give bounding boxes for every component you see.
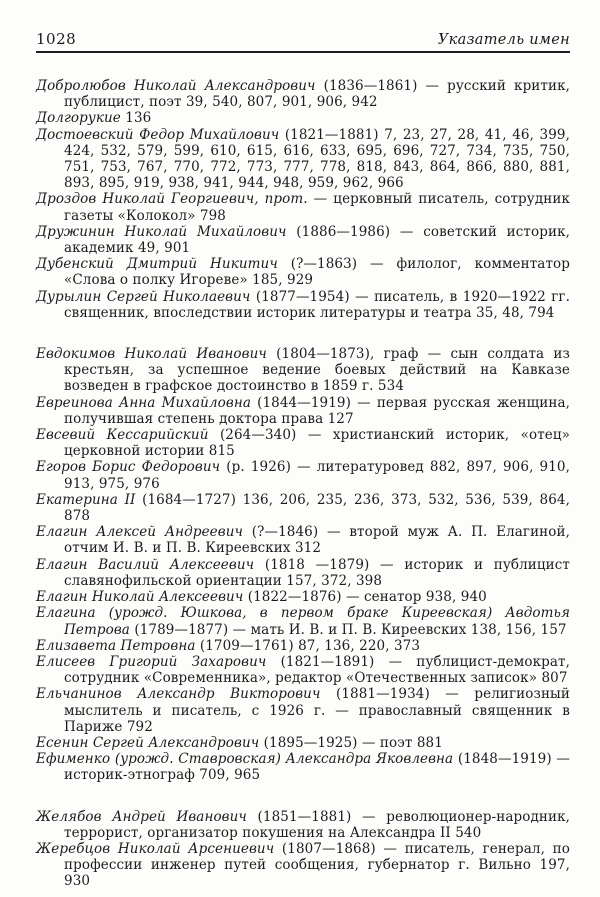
entry-details: (1881—1934) — религиозный мыслитель и писатель, с 1926 г. — православный священник в Париже 792 [64,686,570,735]
running-title: Указатель имен [437,32,570,48]
index-entry [36,605,570,637]
entry-name: Дружинин Николай Михайлович [36,223,287,240]
index-entry [36,127,570,192]
entry-details: (1821—1881) 7, 23, 27, 28, 41, 46, 399, 424, 532, 579, 599, 610, 615, 616, 633, 695, 696, 727, 734, 735, 750, 751, 753, 767, 770, 772, 773, 777, 778, 818, 843, 864, 866, 880, 881, 893, 895, 919, 938, 941, 944, 948, 959, 962, 966 [64,126,570,192]
entry-name: Дурылин Сергей Николаевич [36,288,251,305]
entry-details: (1804—1873), граф — сын солдата из крестьян, за успешное ведение боевых действий на Кавказе возведен в графское достоинство в 1859 г. 534 [64,346,570,395]
entry-details: (1886—1986) — советский историк, академик 49, 901 [64,223,571,257]
index-entry [36,751,570,783]
entry-details: (1836—1861) — русский критик, публицист, поэт 39, 540, 807, 901, 906, 942 [64,78,571,111]
index-entry [36,110,570,126]
entry-details: 136 [120,110,152,127]
entry-details: (264—340) — христианский историк, «отец» церковной истории 815 [64,427,570,460]
index-entry [36,289,570,321]
index-entry [36,686,570,735]
entry-details: (1789—1877) — мать И. В. и П. В. Киреевских 138, 156, 157 [129,621,567,638]
entry-details: (1877—1954) — писатель, в 1920—1922 гг. священник, впоследствии историк литературы и театра 35, 48, 794 [64,288,570,321]
entry-details: (р. 1926) — литературовед 882, 897, 906, 910, 913, 975, 976 [64,459,570,492]
index-entry [36,346,570,395]
entry-name: Елагин Алексей Андреевич [36,524,244,541]
index-entry [36,459,570,491]
entry-name: Достоевский Федор Михайлович [36,126,280,143]
entry-details: (1851—1881) — революционер-народник, террорист, организатор покушения на Александра II 540 [64,808,570,841]
index-entry [36,809,570,841]
entry-details: — церковный писатель, сотрудник газеты «Колокол» 798 [64,191,570,224]
entry-details: (1818 —1879) — историк и публицист славянофильской ориентации 157, 372, 398 [64,556,571,589]
entry-name: Екатерина II [36,491,136,508]
entry-details: (1821—1891) — публицист-демократ, сотрудник «Современника», редактор «Отечественных записок» 807 [64,653,570,687]
index-entry [36,841,570,890]
entry-name: Дроздов Николай Георгиевич, прот. [36,191,308,208]
index-entry [36,524,570,556]
entry-name: Евдокимов Николай Иванович [36,346,267,363]
entry-details: (1895—1925) — поэт 881 [259,734,443,751]
page-header [36,30,570,53]
entry-name: Егоров Борис Федорович [36,459,221,476]
entry-name: Евреинова Анна Михайловна [36,394,251,411]
index-entry [36,224,570,256]
entry-details: (1822—1876) — сенатор 938, 940 [243,589,487,606]
index-entry [36,395,570,427]
entry-name: Евсевий Кессарийский [36,427,209,444]
entry-name: Елагина (урожд. Юшкова, в первом браке Киреевская) Авдотья Петрова [36,605,570,638]
index-entry [36,78,570,110]
index-entry [36,638,570,654]
index-entry [36,654,570,686]
entry-details: (1848—1919) — историк-этнограф 709, 965 [64,751,570,784]
entry-name: Жеребцов Николай Арсениевич [36,840,275,857]
entry-details: (?—1863) — филолог, комментатор «Слова о полку Игореве» 185, 929 [64,256,570,289]
entry-name: Долгорукие [36,110,121,127]
entry-name: Елагин Николай Алексеевич [36,589,244,606]
name-index-list [36,78,570,890]
entry-name: Добролюбов Николай Александрович [36,78,316,94]
entry-name: Елизавета Петровна [36,637,196,654]
index-entry [36,191,570,223]
index-entry [36,427,570,459]
entry-name: Елагин Василий Алексеевич [36,556,255,573]
index-entry [36,589,570,605]
index-entry [36,735,570,751]
index-entry [36,256,570,288]
entry-name: Ельчанинов Александр Викторович [36,686,321,703]
entry-name: Ефименко (урожд. Ставровская) Александра Яковлевна [36,751,454,768]
entry-name: Желябов Андрей Иванович [36,808,247,825]
entry-details: (1684—1727) 136, 206, 235, 236, 373, 532, 536, 539, 864, 878 [64,491,570,525]
entry-name: Елисеев Григорий Захарович [36,653,267,670]
index-entry [36,557,570,589]
entry-name: Дубенский Дмитрий Никитич [36,256,278,273]
page-number: 1028 [36,30,77,48]
entry-details: (1807—1868) — писатель, генерал, по профессии инженер путей сообщения, губернатор г. Вильно 197, 930 [64,840,570,890]
entry-details: (?—1846) — второй муж А. П. Елагиной, отчим И. В. и П. В. Киреевских 312 [64,524,571,557]
entry-name: Есенин Сергей Александрович [36,734,260,751]
entry-details: (1709—1761) 87, 136, 220, 373 [195,637,421,654]
index-entry [36,492,570,524]
entry-details: (1844—1919) — первая русская женщина, получившая степень доктора права 127 [64,394,570,427]
